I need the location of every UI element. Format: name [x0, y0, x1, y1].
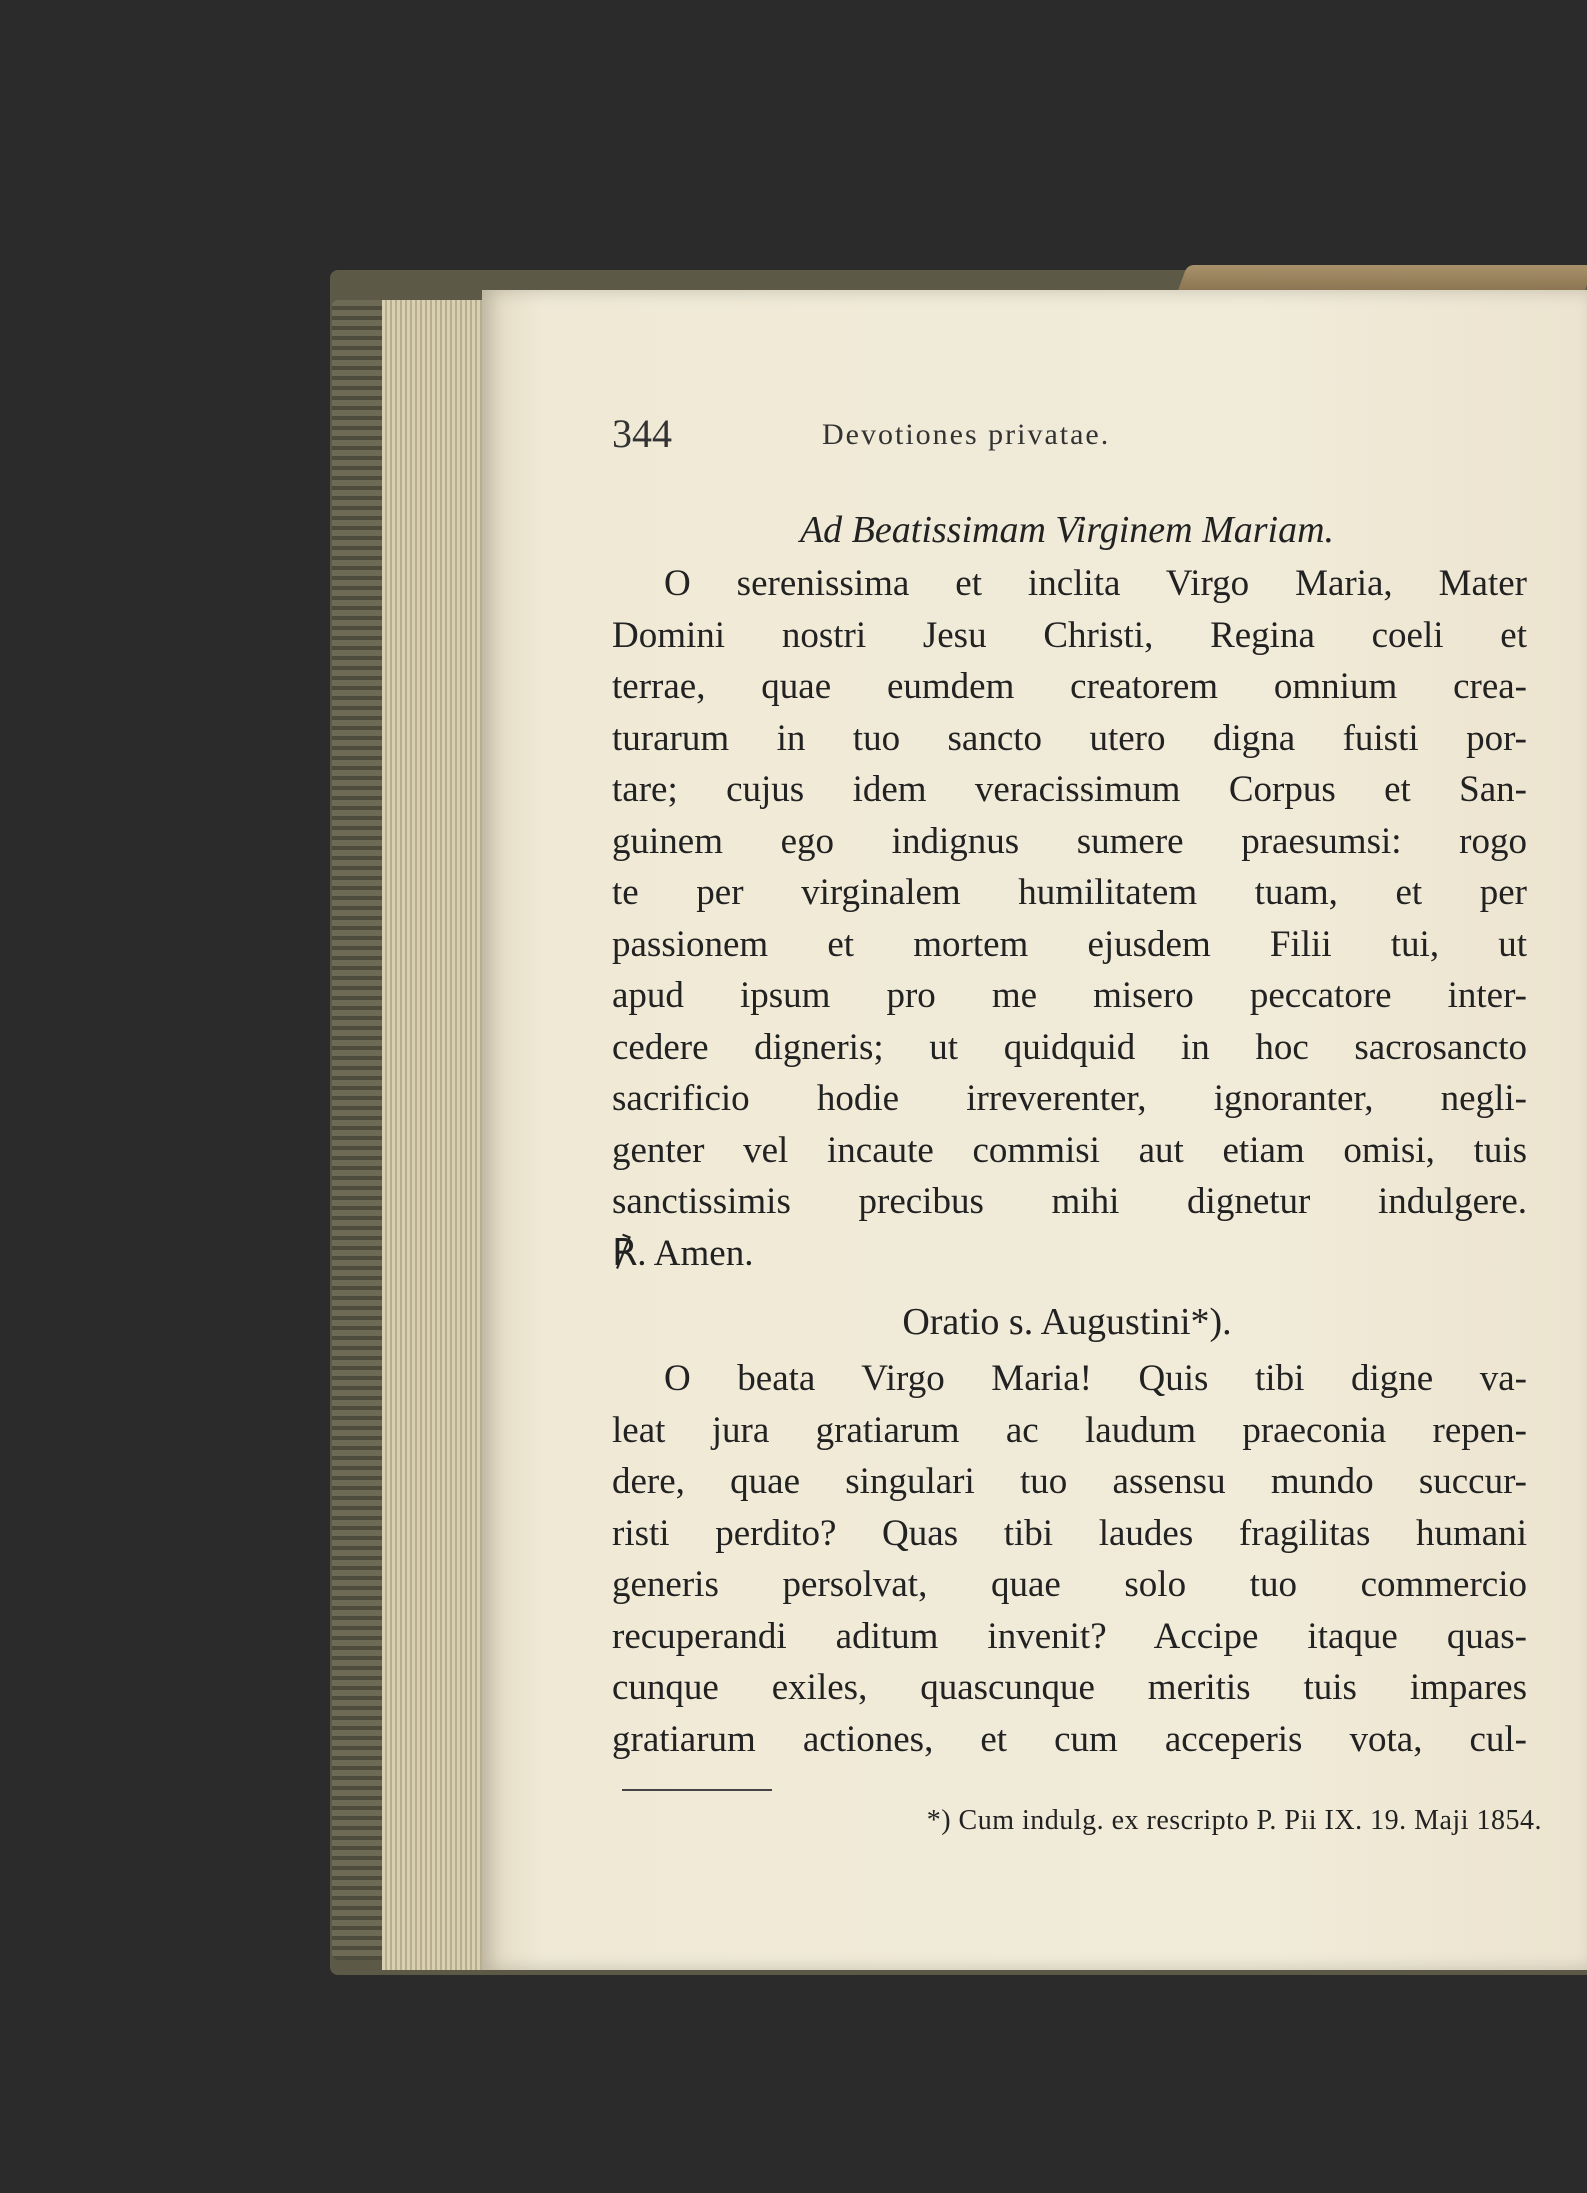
prayer1-line: apud ipsum pro me misero peccatore inter- [612, 975, 1527, 1016]
prayer2-line: recuperandi aditum invenit? Accipe itaque quas- [612, 1615, 1527, 1657]
footnote: *) Cum indulg. ex rescripto P. Pii IX. 19. Maji 1854. [926, 1805, 1542, 1836]
book-page [482, 290, 1587, 1970]
prayer2-line: cunque exiles, quascunque meritis tuis impares [612, 1667, 1527, 1708]
prayer1-line: O serenissima et inclita Virgo Maria, Mater [664, 563, 1527, 604]
prayer2-line: leat jura gratiarum ac laudum praeconia repen- [612, 1409, 1527, 1451]
prayer2-line: gratiarum actiones, et cum acceperis vota, cul- [612, 1718, 1527, 1760]
page-header [612, 410, 1512, 470]
prayer1-line: sanctissimis precibus mihi dignetur indulgere. [612, 1181, 1527, 1222]
prayer1-line: terrae, quae eumdem creatorem omnium crea- [612, 666, 1527, 707]
page-edges [382, 300, 482, 1970]
prayer1-line: guinem ego indignus sumere praesumsi: rogo [612, 820, 1527, 862]
prayer2-line: dere, quae singulari tuo assensu mundo succur- [612, 1461, 1527, 1502]
prayer1-line: passionem et mortem ejusdem Filii tui, ut [612, 923, 1527, 965]
prayer2-title: Oratio s. Augustini*). [902, 1301, 1232, 1343]
prayer1-line: turarum in tuo sancto utero digna fuisti por- [612, 717, 1527, 759]
prayer1-line: genter vel incaute commisi aut etiam omisi, tuis [612, 1129, 1527, 1171]
prayer1-title: Ad Beatissimam Virginem Mariam. [799, 509, 1335, 551]
book-spine [332, 300, 382, 1960]
footnote-divider [622, 1789, 772, 1791]
prayer1-line: tare; cujus idem veracissimum Corpus et San- [612, 769, 1527, 810]
prayer2-body [612, 1353, 1527, 1765]
prayer2-line: risti perdito? Quas tibi laudes fragilitas humani [612, 1512, 1527, 1554]
prayer1-line: te per virginalem humilitatem tuam, et per [612, 872, 1527, 913]
running-head: Devotiones privatae. [822, 418, 1111, 451]
prayer1-line: cedere digneris; ut quidquid in hoc sacrosancto [612, 1026, 1527, 1068]
prayer1-body [612, 558, 1527, 1279]
prayer1-line: ℟. Amen. [612, 1232, 754, 1274]
prayer2-line: generis persolvat, quae solo tuo commercio [612, 1564, 1527, 1605]
prayer1-line: sacrificio hodie irreverenter, ignoranter, negli- [612, 1078, 1527, 1119]
prayer2-line: O beata Virgo Maria! Quis tibi digne va- [664, 1358, 1527, 1399]
prayer1-line: Domini nostri Jesu Christi, Regina coeli et [612, 614, 1527, 656]
page-number: 344 [612, 411, 672, 456]
